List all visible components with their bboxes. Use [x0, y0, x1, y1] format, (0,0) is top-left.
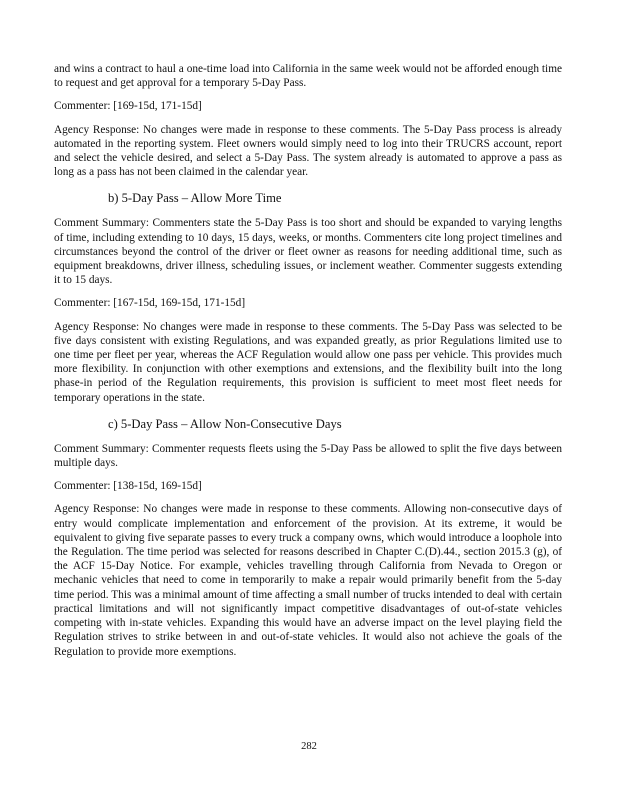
commenter-line: Commenter: [167-15d, 169-15d, 171-15d]	[54, 297, 246, 310]
section-heading-b: b) 5-Day Pass – Allow More Time	[108, 191, 282, 206]
commenter-line: Commenter: [138-15d, 169-15d]	[54, 480, 202, 493]
comment-summary: Comment Summary: Commenters state the 5-Day Pass is too short and should be expanded to varying lengths of time, including extending to 10 days, 15 days, weeks, or months. Commenters cite long project timelines and circumstances beyond the control of the driver or fleet owner as reasons for needing additional time, such as equipment breakdowns, driver illness, scheduling issues, or inclement weather. Commenter suggests extending it to 15 days.	[54, 217, 562, 287]
section-heading-c: c) 5-Day Pass – Allow Non-Consecutive Days	[108, 416, 342, 431]
agency-response: Agency Response: No changes were made in response to these comments. The 5-Day Pass process is already automated in the reporting system. Fleet owners would simply need to log into their TRUCRS account, report and select the vehicle desired, and select a 5-Day Pass. The system already is automated to approve a pass as long as a pass has not been claimed in the calendar year.	[54, 123, 562, 179]
comment-summary: Comment Summary: Commenter requests fleets using the 5-Day Pass be allowed to split the five days between multiple days.	[54, 442, 562, 470]
agency-response: Agency Response: No changes were made in response to these comments. The 5-Day Pass was selected to be five days consistent with existing Regulations, and was expanded greatly, as prior Regulations limited use to one time per fleet per year, whereas the ACF Regulation would allow one pass per vehicle. This provides much more flexibility. In conjunction with other exemptions and extensions, and the flexibility built into the long phase-in period of the Regulation requirements, this provision is sufficient to meet most fleet needs for temporary operations in the state.	[54, 320, 562, 404]
document-page	[54, 62, 562, 668]
intro-paragraph: and wins a contract to haul a one-time load into California in the same week would not be afforded enough time to request and get approval for a temporary 5-Day Pass.	[54, 63, 562, 90]
commenter-line: Commenter: [169-15d, 171-15d]	[54, 100, 202, 113]
agency-response: Agency Response: No changes were made in response to these comments. Allowing non-consecutive days of entry would complicate implementation and enforcement of the provision. At its extreme, it would be equivalent to giving five separate passes to every truck a company owns, which would introduce a loophole into the Regulation. The time period was selected for reasons described in Chapter C.(D).44., section 2015.3 (g), of the ACF 15-Day Notice. For example, vehicles travelling through California from Nevada to Oregon or mechanic vehicles that need to come in temporarily to make a repair would primarily benefit from the 5-day time period. This was a minimal amount of time affecting a small number of trucks intended to deal with certain practical limitations and will not significantly impact competitive disadvantages of out-of-state vehicles competing with in-state vehicles. Expanding this would have an adverse impact on the level playing field the Regulation strives to strike between in and out-of-state vehicles. It would also not achieve the goals of the Regulation to provide more exemptions.	[54, 503, 562, 658]
page-number: 282	[301, 741, 317, 752]
